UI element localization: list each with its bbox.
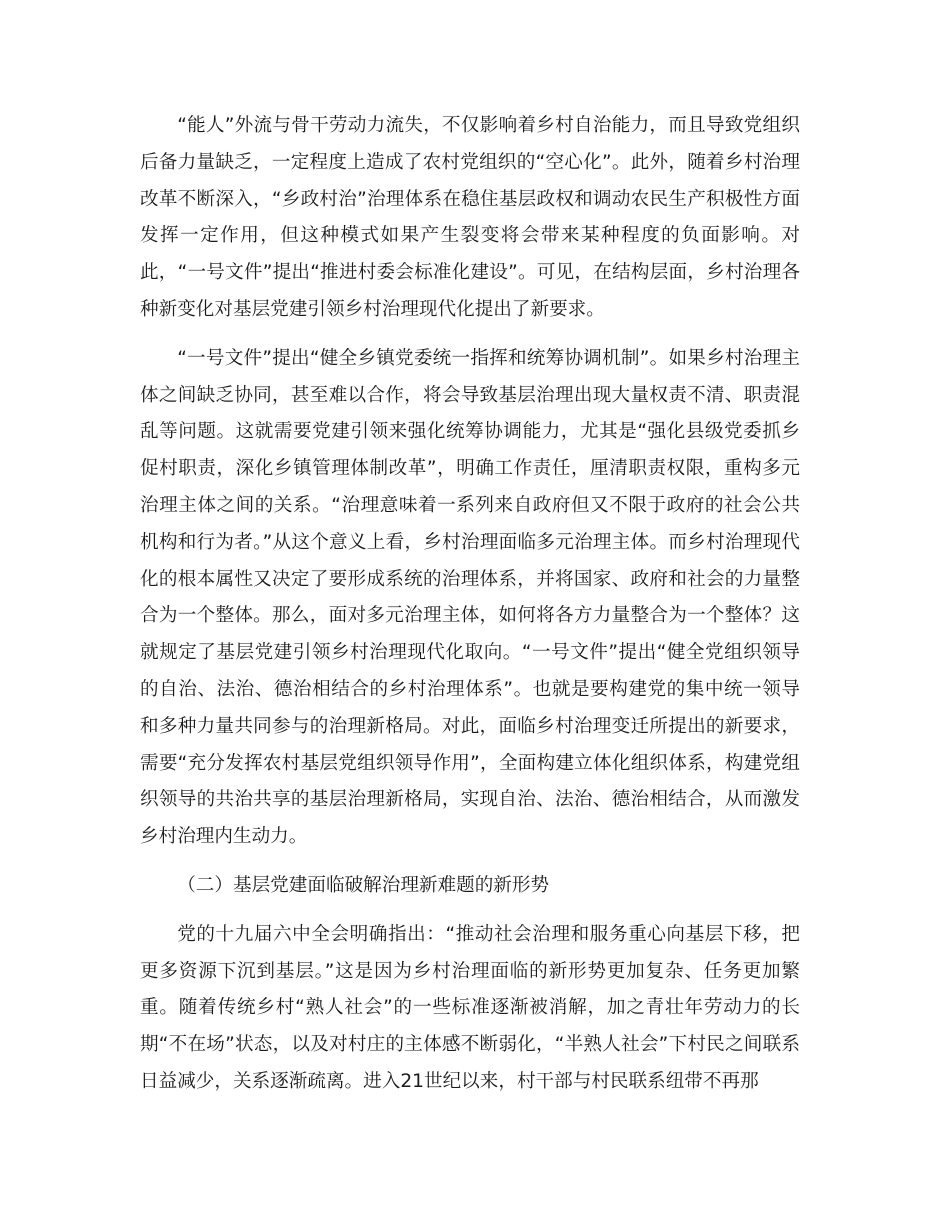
document-body: [140, 108, 800, 1113]
paragraph-2: “一号文件”提出“健全乡镇党委统一指挥和统筹协调机制”。如果乡村治理主体之间缺乏协同，甚至难以合作，将会导致基层治理出现大量权责不清、职责混乱等问题。这就需要党建引领来强化统筹协调能力，尤其是“强化县级党委抓乡促村职责，深化乡镇管理体制改革”，明确工作责任，厘清职责权限，重构多元治理主体之间的关系。“治理意味着一系列来自政府但又不限于政府的社会公共机构和行为者。”从这个意义上看，乡村治理面临多元治理主体。而乡村治理现代化的根本属性又决定了要形成系统的治理体系，并将国家、政府和社会的力量整合为一个整体。那么，面对多元治理主体，如何将各方力量整合为一个整体？这就规定了基层党建引领乡村治理现代化取向。“一号文件”提出“健全党组织领导的自治、法治、德治相结合的乡村治理体系”。也就是要构建党的集中统一领导和多种力量共同参与的治理新格局。对此，面临乡村治理变迁所提出的新要求，需要“充分发挥农村基层党组织领导作用”，全面构建立体化组织体系，构建党组织领导的共治共享的基层治理新格局，实现自治、法治、德治相结合，从而激发乡村治理内生动力。: [140, 347, 800, 848]
paragraph-3: 党的十九届六中全会明确指出：“推动社会治理和服务重心向基层下移，把更多资源下沉到基层。”这是因为乡村治理面临的新形势更加复杂、任务更加繁重。随着传统乡村“熟人社会”的一些标准逐渐被消解，加之青壮年劳动力的长期“不在场”状态，以及对村庄的主体感不断弱化，“半熟人社会”下村民之间联系日益减少，关系逐渐疏离。进入21世纪以来，村干部与村民联系纽带不再那: [140, 923, 800, 1092]
section-heading: （二）基层党建面临破解治理新难题的新形势: [177, 874, 550, 896]
paragraph-1: “能人”外流与骨干劳动力流失，不仅影响着乡村自治能力，而且导致党组织后备力量缺乏，一定程度上造成了农村党组织的“空心化”。此外，随着乡村治理改革不断深入，“乡政村治”治理体系在稳住基层政权和调动农民生产积极性方面发挥一定作用，但这种模式如果产生裂变将会带来某种程度的负面影响。对此，“一号文件”提出“推进村委会标准化建设”。可见，在结构层面，乡村治理各种新变化对基层党建引领乡村治理现代化提出了新要求。: [140, 115, 800, 320]
